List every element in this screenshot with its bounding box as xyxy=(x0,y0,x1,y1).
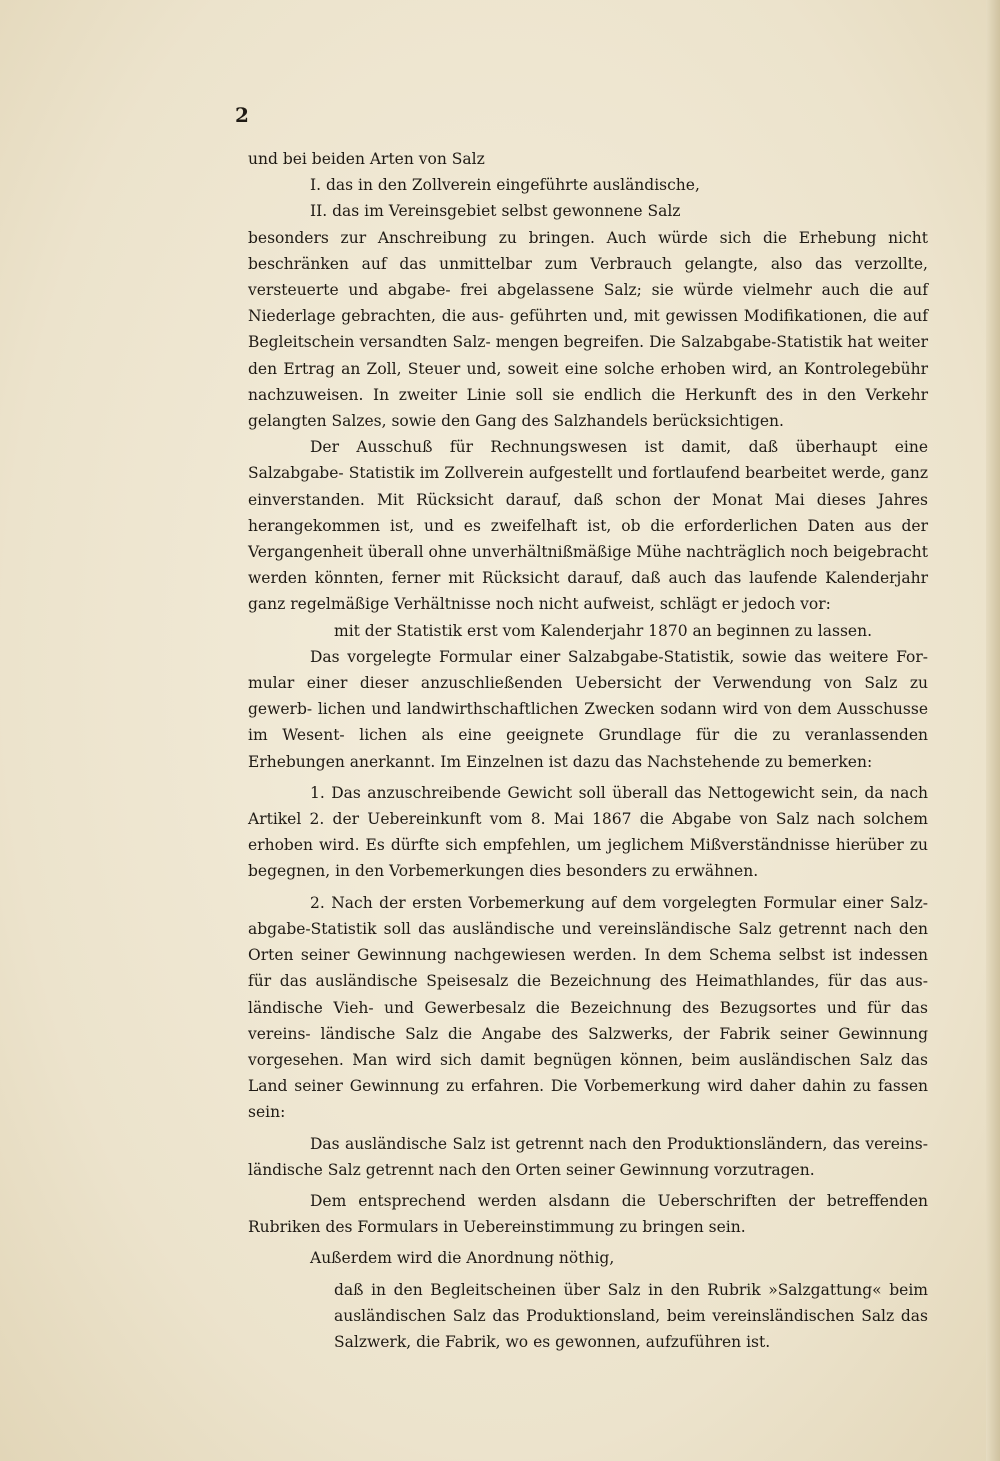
proposal-statement: mit der Statistik erst vom Kalenderjahr 1870 an beginnen zu lassen. xyxy=(334,621,872,640)
proposed-preliminary-note: Das ausländische Salz ist getrennt nach den Produktionsländern, das vereins- ländische Salz getrennt nach den Orten seiner Gewinnung vorzutragen. xyxy=(248,1134,928,1179)
list-item-1: I. das in den Zollverein eingeführte ausländische, xyxy=(310,176,700,195)
paragraph-recording-scope: besonders zur Anschreibung zu bringen. Auch würde sich die Erhebung nicht beschränken auf das unmittelbar zum Verbrauch gelangte, also das verzollte, versteuerte und abgabe- frei abgelassene Salz; sie würde vielmehr auch die auf Niederlage gebrachten, die aus- geführten und, mit gewissen Modifikationen, die auf Begleitschein versandten Salz- mengen begreifen. Die Salzabgabe-Statistik hat weiter den Ertrag an Zoll, Steuer und, soweit eine solche erhoben wird, an Kontrolegebühr nachzuweisen. In zweiter Linie soll sie endlich die Herkunft des in den Verkehr gelangten Salzes, sowie den Gang des Salzhandels berücksichtigen. xyxy=(248,228,928,431)
list-item-2: II. das im Vereinsgebiet selbst gewonnene Salz xyxy=(310,202,681,221)
page-edge-shadow xyxy=(986,0,1000,1461)
remark-1-net-weight: 1. Das anzuschreibende Gewicht soll überall das Nettogewicht sein, da nach Artikel 2. der Uebereinkunft vom 8. Mai 1867 die Abgabe von Salz nach solchem erhoben wird. Es dürfte sich empfehlen, um jeglichem Mißverständnisse hierüber zu begegnen, in den Vorbemerkungen dies besonders zu erwähnen. xyxy=(248,783,928,881)
page-number: 2 xyxy=(235,103,249,127)
intro-line: und bei beiden Arten von Salz xyxy=(248,150,485,168)
paragraph-form-assessment: Das vorgelegte Formular einer Salzabgabe-Statistik, sowie das weitere For- mular einer dieser anzuschließenden Uebersicht der Verwendung von Salz zu gewerb- lichen und landwirthschaftlichen Zwecken sodann wird von dem Ausschusse im Wesent- lichen als eine geeignete Grundlage für die zu veranlassenden Erhebungen anerkannt. Im Einzelnen ist dazu das Nachstehende zu bemerken: xyxy=(248,647,928,771)
paragraph-committee-opinion: Der Ausschuß für Rechnungswesen ist damit, daß überhaupt eine Salzabgabe- Statistik im Zollverein aufgestellt und fortlaufend bearbeitet werde, ganz einverstanden. Mit Rücksicht darauf, daß schon der Monat Mai dieses Jahres herangekommen ist, und es zweifelhaft ist, ob die erforderlichen Daten aus der Vergangenheit überall ohne unverhältnißmäßige Mühe nachträglich noch beigebracht werden könnten, ferner mit Rücksicht darauf, daß auch das laufende Kalenderjahr ganz regelmäßige Verhältnisse noch nicht aufweist, schlägt er jedoch vor: xyxy=(248,438,928,614)
paragraph-headings-alignment: Dem entsprechend werden alsdann die Ueberschriften der betreffenden Rubriken des Formulars in Uebereinstimmung zu bringen sein. xyxy=(248,1191,928,1237)
remark-2-origin: 2. Nach der ersten Vorbemerkung auf dem vorgelegten Formular einer Salz- abgabe-Statistik soll das ausländische und vereinsländische Salz getrennt nach den Orten seiner Gewinnung nachgewiesen werden. In dem Schema selbst ist indessen für das ausländische Speisesalz die Bezeichnung des Heimathlandes, für das aus- ländische Vieh- und Gewerbesalz die Bezeichnung des Bezugsortes und für das vereins- ländische Salz die Angabe des Salzwerks, der Fabrik seiner Gewinnung vorgesehen. Man wird sich damit begnügen können, beim ausländischen Salz das Land seiner Gewinnung zu erfahren. Die Vorbemerkung wird daher dahin zu fassen sein: xyxy=(248,893,928,1122)
body-text xyxy=(248,146,928,1355)
paragraph-additional-order: Außerdem wird die Anordnung nöthig, xyxy=(310,1249,615,1268)
order-statement: daß in den Begleitscheinen über Salz in den Rubrik »Salzgattung« beim ausländischen Salz das Produktionsland, beim vereinsländischen Salz das Salzwerk, die Fabrik, wo es gewonnen, aufzuführen ist. xyxy=(334,1280,928,1351)
